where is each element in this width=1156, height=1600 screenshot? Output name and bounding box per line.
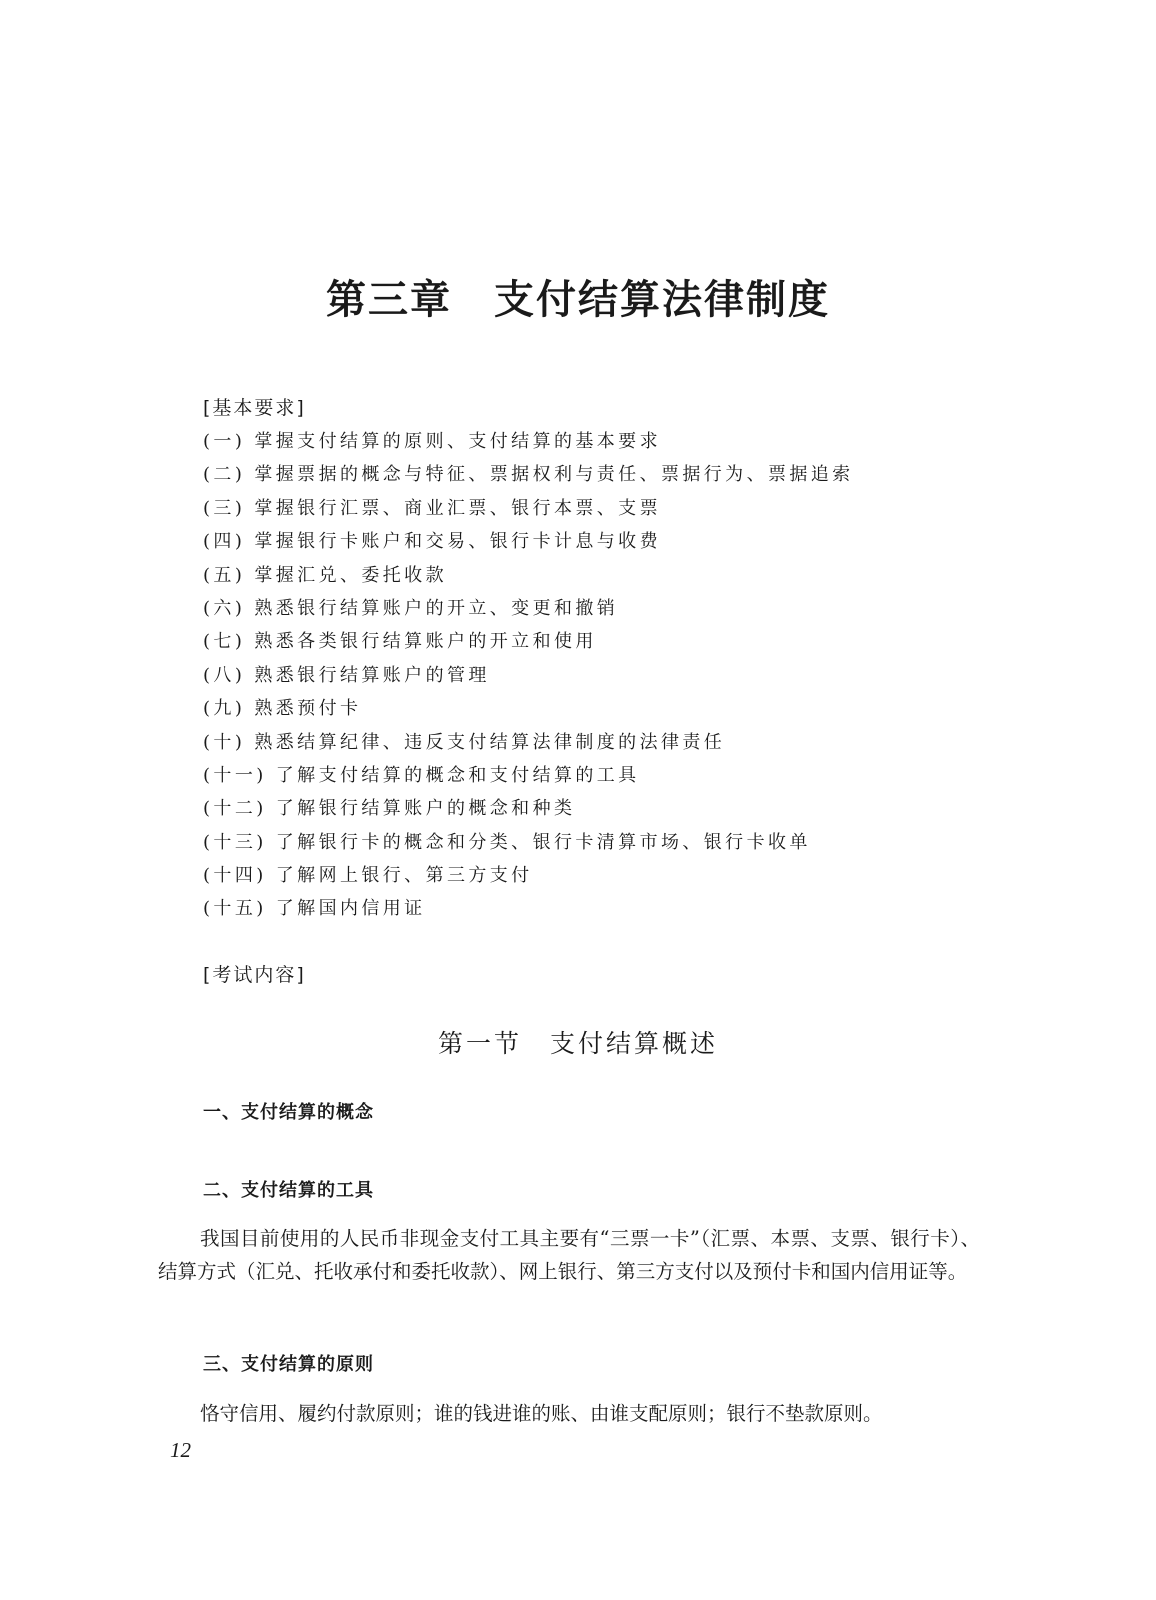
requirement-item: (七) 熟悉各类银行结算账户的开立和使用 bbox=[203, 631, 597, 653]
requirement-item: (五) 掌握汇兑、委托收款 bbox=[203, 564, 447, 586]
page-number: 12 bbox=[170, 1438, 191, 1462]
requirement-item: (十三) 了解银行卡的概念和分类、银行卡清算市场、银行卡收单 bbox=[203, 831, 811, 853]
requirement-item: (十五) 了解国内信用证 bbox=[203, 898, 426, 920]
requirement-item: (四) 掌握银行卡账户和交易、银行卡计息与收费 bbox=[203, 531, 661, 553]
subheading-tools: 二、支付结算的工具 bbox=[203, 1180, 374, 1201]
paragraph-tools: 我国目前使用的人民币非现金支付工具主要有“三票一卡”（汇票、本票、支票、银行卡）、结算方式（汇兑、托收承付和委托收款）、网上银行、第三方支付以及预付卡和国内信用证等。 bbox=[158, 1227, 980, 1283]
paragraph-principles: 恪守信用、履约付款原则；谁的钱进谁的账、由谁支配原则；银行不垫款原则。 bbox=[200, 1402, 883, 1425]
requirements-heading: [基本要求] bbox=[203, 397, 306, 419]
requirement-item: (十四) 了解网上银行、第三方支付 bbox=[203, 865, 533, 887]
requirement-item: (二) 掌握票据的概念与特征、票据权利与责任、票据行为、票据追索 bbox=[203, 464, 854, 486]
requirement-item: (十一) 了解支付结算的概念和支付结算的工具 bbox=[203, 764, 640, 786]
requirement-item: (八) 熟悉银行结算账户的管理 bbox=[203, 664, 490, 686]
requirement-item: (三) 掌握银行汇票、商业汇票、银行本票、支票 bbox=[203, 497, 661, 519]
requirement-item: (六) 熟悉银行结算账户的开立、变更和撤销 bbox=[203, 597, 619, 619]
requirement-item: (一) 掌握支付结算的原则、支付结算的基本要求 bbox=[203, 431, 661, 452]
requirement-item: (十) 熟悉结算纪律、违反支付结算法律制度的法律责任 bbox=[203, 731, 726, 753]
exam-content-heading: [考试内容] bbox=[203, 964, 306, 986]
subheading-principles: 三、支付结算的原则 bbox=[203, 1354, 374, 1375]
requirements-list bbox=[203, 425, 854, 926]
requirement-item: (九) 熟悉预付卡 bbox=[203, 698, 362, 720]
requirement-item: (十二) 了解银行结算账户的概念和种类 bbox=[203, 798, 576, 820]
subheading-concept: 一、支付结算的概念 bbox=[203, 1102, 374, 1123]
section-title: 第一节 支付结算概述 bbox=[437, 1029, 718, 1058]
chapter-title: 第三章 支付结算法律制度 bbox=[326, 277, 830, 323]
